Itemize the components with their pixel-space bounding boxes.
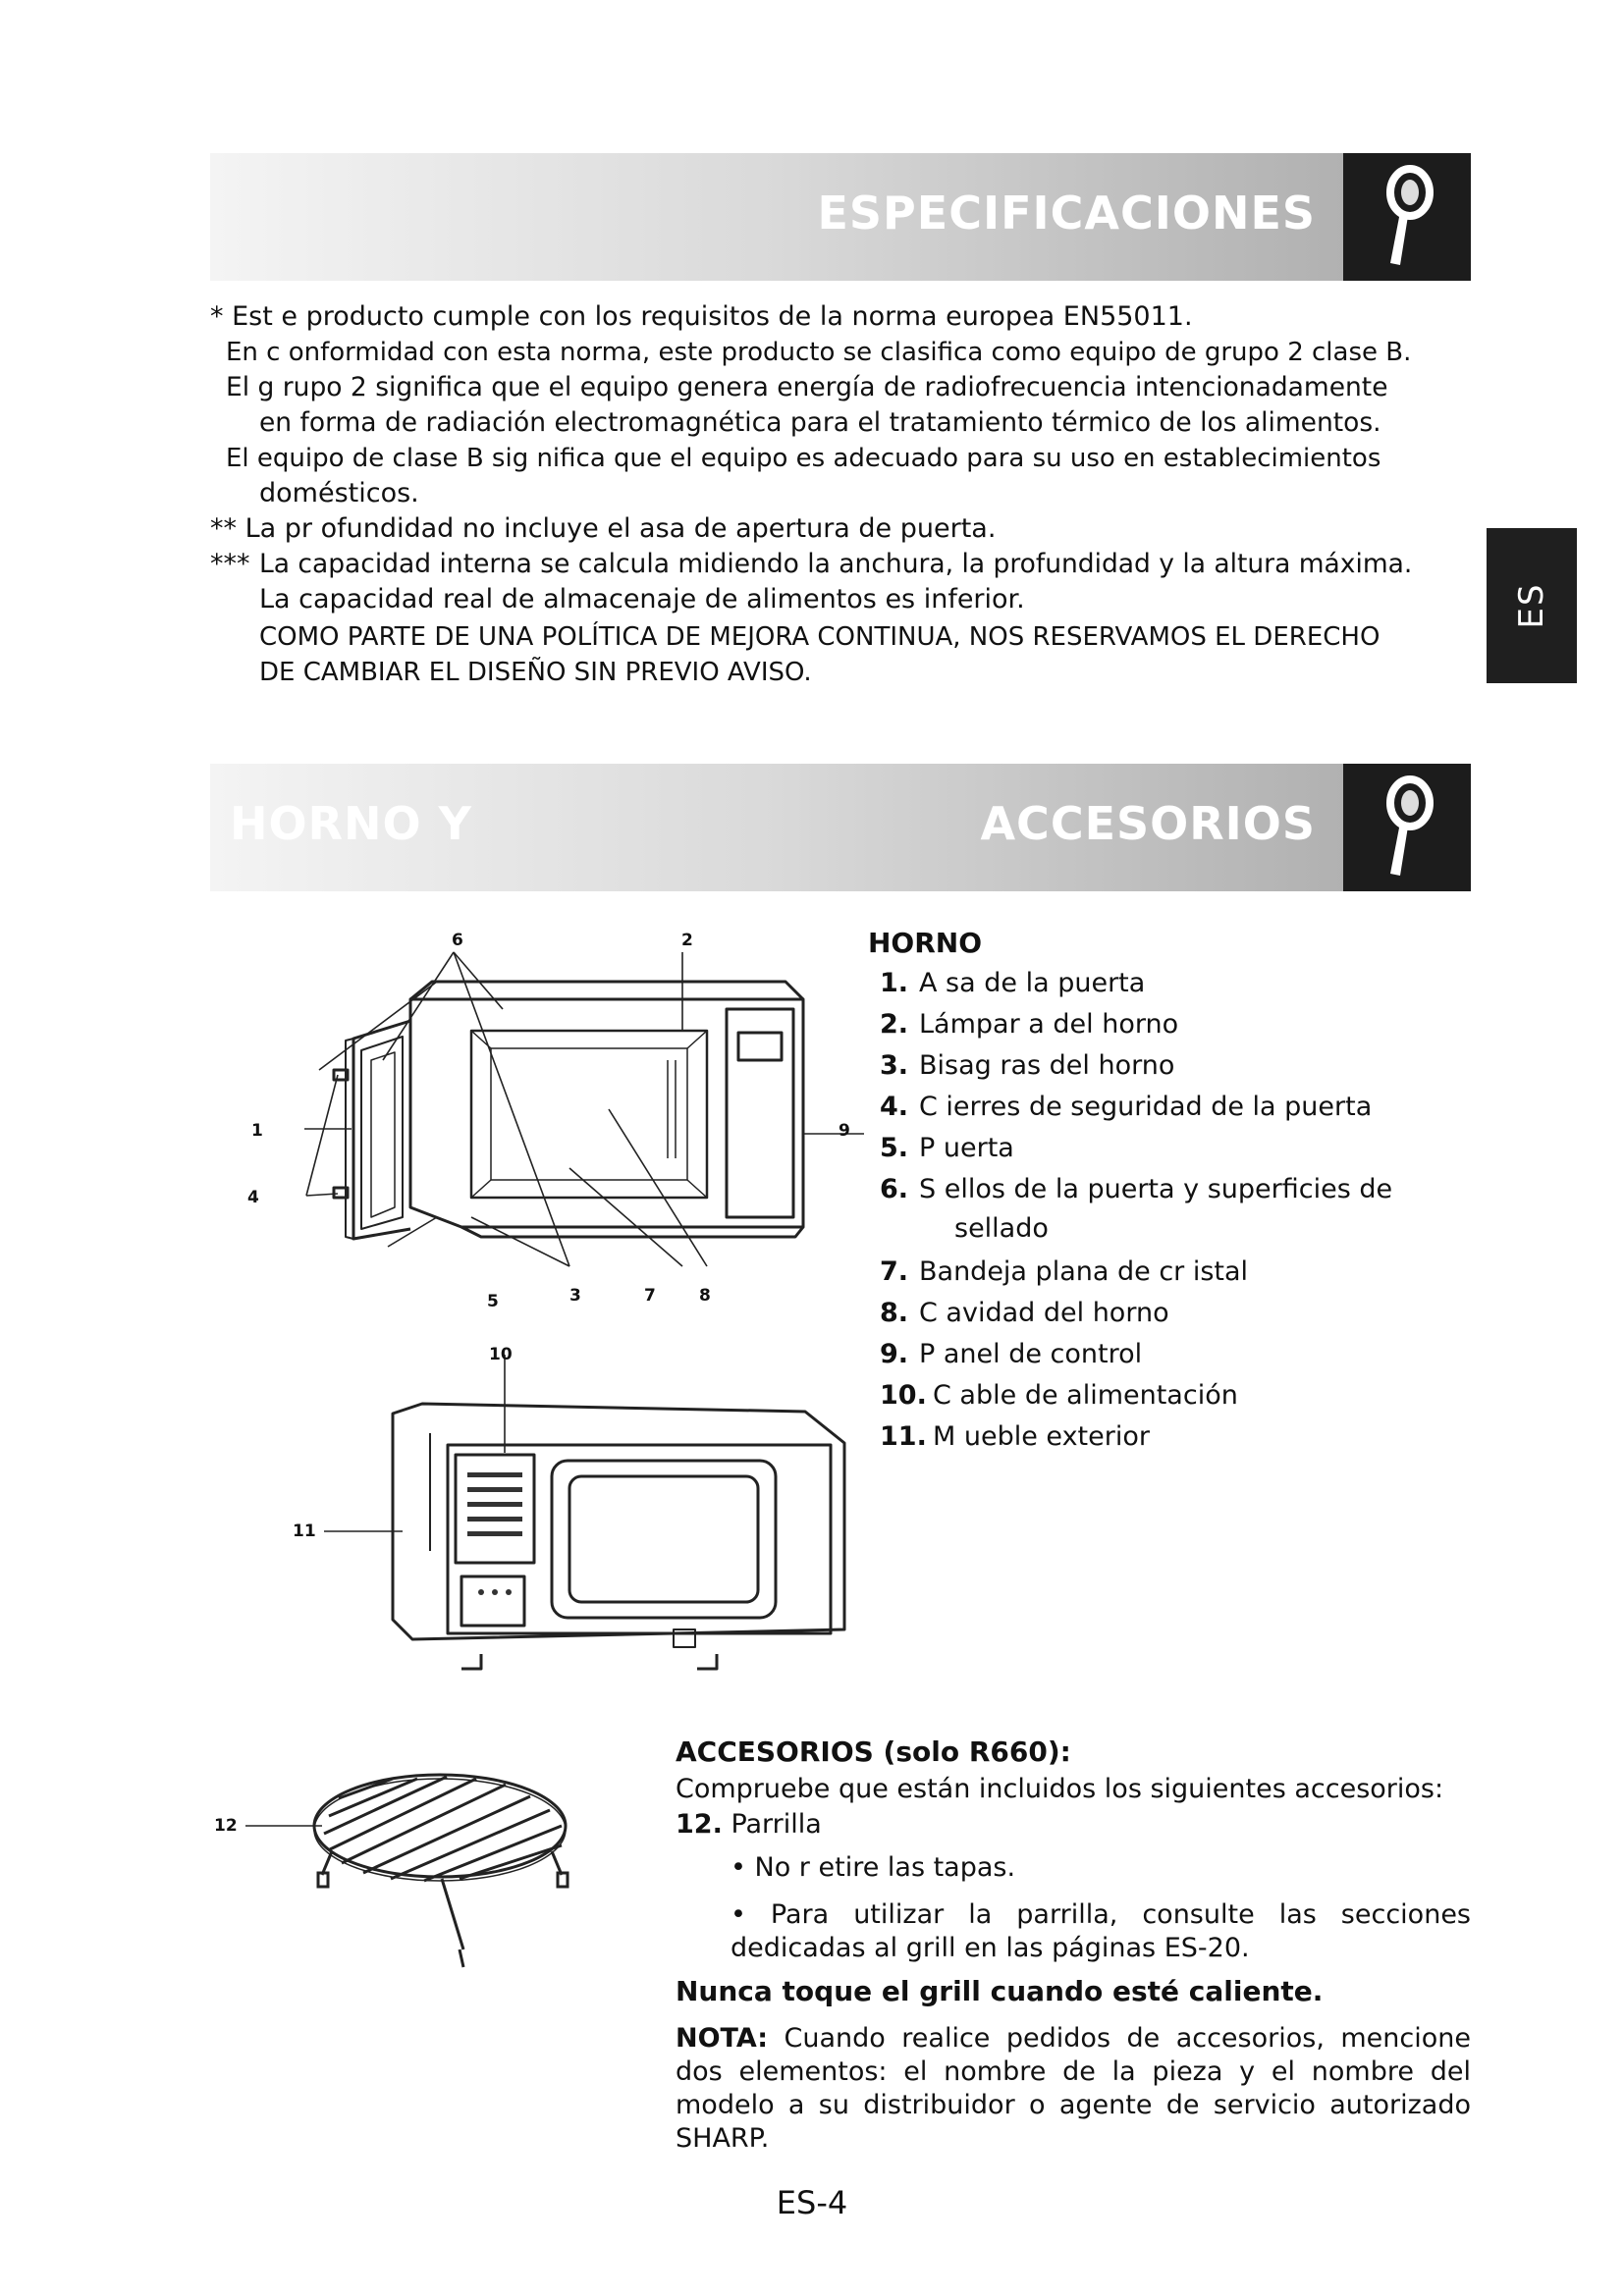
banner-icon-box	[1343, 153, 1471, 281]
oven-banner-left-title: HORNO Y	[230, 797, 472, 850]
callout-10: 10	[489, 1345, 513, 1364]
oven-item-11: 11. M ueble exterior	[880, 1421, 1150, 1452]
callout-8: 8	[699, 1286, 711, 1306]
oven-rear-diagram	[295, 1345, 864, 1698]
accessory-bullet-1: • No r etire las tapas.	[731, 1852, 1016, 1883]
accessories-heading: ACCESORIOS (solo R660):	[676, 1735, 1071, 1768]
callout-4: 4	[247, 1188, 259, 1207]
oven-list-heading: HORNO	[868, 927, 983, 959]
oven-item-8: 8. C avidad del horno	[880, 1298, 1169, 1328]
language-tab-label: ES	[1512, 582, 1551, 629]
oven-item-7: 7. Bandeja plana de cr istal	[880, 1256, 1249, 1287]
oven-item-10: 10. C able de alimentación	[880, 1380, 1238, 1411]
oven-accessories-banner	[210, 764, 1471, 891]
spec-note-3: El g rupo 2 significa que el equipo genera energía de radiofrecuencia intencionadamente	[226, 372, 1388, 402]
spec-note-8-mark: ***	[210, 549, 250, 579]
oven-item-6-cont: sellado	[954, 1213, 1049, 1244]
callout-3: 3	[569, 1286, 581, 1306]
accessories-intro: Compruebe que están incluidos los siguientes accesorios:	[676, 1774, 1444, 1804]
spec-note-9: La capacidad real de almacenaje de alimentos es inferior.	[259, 584, 1025, 614]
spec-note-8: La capacidad interna se calcula midiendo la anchura, la profundidad y la altura máxima.	[259, 549, 1413, 579]
accessory-item-12: 12. Parrilla	[676, 1809, 822, 1840]
magnifier-icon	[1373, 163, 1441, 271]
callout-7: 7	[644, 1286, 656, 1306]
spec-note-1: * Est e producto cumple con los requisitos de la norma europea EN55011.	[210, 301, 1193, 332]
callout-11: 11	[293, 1522, 316, 1541]
callout-9: 9	[839, 1121, 850, 1141]
accessories-note: NOTA: Cuando realice pedidos de accesorios, mencione dos elementos: el nombre de la pieza y el nombre del modelo a su distribuidor o agente de servicio autorizado SHARP.	[676, 2023, 1471, 2154]
spec-note-11: DE CAMBIAR EL DISEÑO SIN PREVIO AVISO.	[259, 658, 812, 687]
spec-note-6: domésticos.	[259, 478, 419, 508]
callout-5: 5	[487, 1292, 499, 1311]
grill-rack-diagram	[206, 1757, 628, 1983]
page-number: ES-4	[776, 2184, 848, 2221]
callout-12: 12	[214, 1816, 238, 1836]
magnifier-icon	[1373, 774, 1441, 881]
spec-note-5: El equipo de clase B sig nifica que el equipo es adecuado para su uso en establecimientos	[226, 444, 1381, 473]
spec-note-4: en forma de radiación electromagnética para el tratamiento térmico de los alimentos.	[259, 407, 1381, 438]
oven-item-3: 3. Bisag ras del horno	[880, 1050, 1175, 1081]
specifications-banner	[210, 153, 1471, 281]
specifications-title: ESPECIFICACIONES	[817, 187, 1316, 240]
callout-1: 1	[251, 1121, 263, 1141]
banner-icon-box	[1343, 764, 1471, 891]
oven-item-2: 2. Lámpar a del horno	[880, 1009, 1179, 1040]
spec-note-7: ** La pr ofundidad no incluye el asa de apertura de puerta.	[210, 513, 997, 544]
oven-item-1: 1. A sa de la puerta	[880, 968, 1146, 998]
oven-item-6: 6. S ellos de la puerta y superficies de	[880, 1174, 1393, 1204]
spec-note-2: En c onformidad con esta norma, este producto se clasifica como equipo de grupo 2 clase B.	[226, 338, 1412, 367]
oven-banner-right-title: ACCESORIOS	[980, 797, 1316, 850]
callout-6: 6	[452, 931, 463, 950]
callout-2: 2	[681, 931, 693, 950]
oven-item-9: 9. P anel de control	[880, 1339, 1143, 1369]
oven-item-4: 4. C ierres de seguridad de la puerta	[880, 1092, 1373, 1122]
accessory-bullet-2: • Para utilizar la parrilla, consulte las secciones dedicadas al grill en las páginas ES-20.	[731, 1899, 1471, 1963]
oven-item-5: 5. P uerta	[880, 1133, 1014, 1163]
spec-note-10: COMO PARTE DE UNA POLÍTICA DE MEJORA CONTINUA, NOS RESERVAMOS EL DERECHO	[259, 622, 1380, 652]
oven-front-leaders	[236, 923, 864, 1296]
language-tab	[1487, 528, 1577, 683]
grill-warning: Nunca toque el grill cuando esté caliente.	[676, 1975, 1324, 2007]
